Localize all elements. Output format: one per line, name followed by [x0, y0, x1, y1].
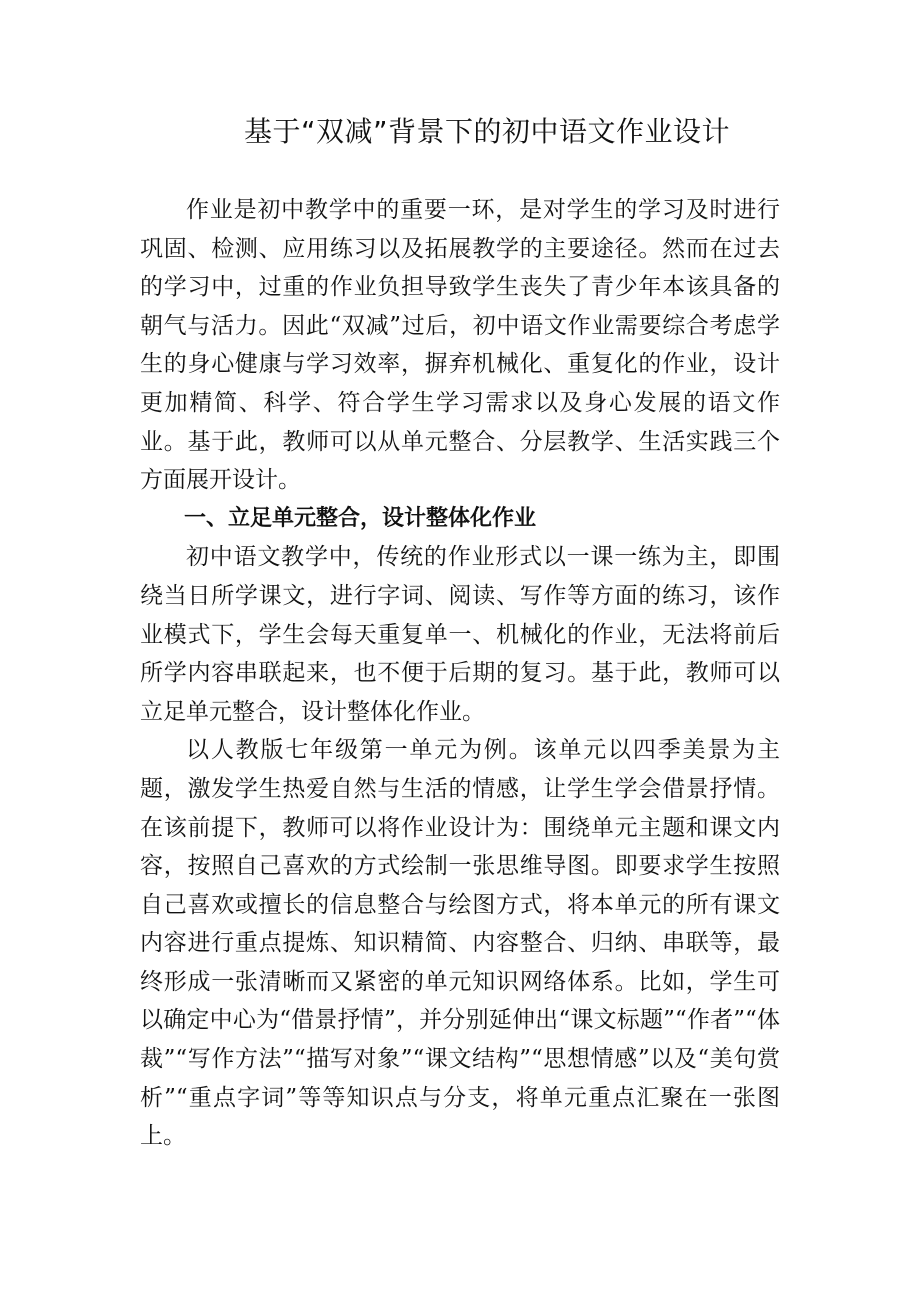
paragraph-example: 以人教版七年级第一单元为例。该单元以四季美景为主题，激发学生热爱自然与生活的情感，让学生学会借景抒情。在该前提下，教师可以将作业设计为：围绕单元主题和课文内容，按照自己喜欢的方式绘制一张思维导图。即要求学生按照自己喜欢或擅长的信息整合与绘图方式，将本单元的所有课文内容进行重点提炼、知识精简、内容整合、归纳、串联等，最终形成一张清晰而又紧密的单元知识网络体系。比如，学生可以确定中心为“借景抒情”，并分别延伸出“课文标题”“作者”“体裁”“写作方法”“描写对象”“课文结构”“思想情感”以及“美句赏析”“重点字词”等等知识点与分支，将单元重点汇聚在一张图上。: [140, 737, 780, 1150]
paragraph-intro: 作业是初中教学中的重要一环，是对学生的学习及时进行巩固、检测、应用练习以及拓展教学的主要途径。然而在过去的学习中，过重的作业负担导致学生丧失了青少年本该具备的朝气与活力。因此“双减”过后，初中语文作业需要综合考虑学生的身心健康与学习效率，摒弃机械化、重复化的作业，设计更加精简、科学、符合学生学习需求以及身心发展的语文作业。基于此，教师可以从单元整合、分层教学、生活实践三个方面展开设计。: [140, 197, 780, 494]
document-body: [140, 191, 780, 1156]
section-heading: 一、立足单元整合，设计整体化作业: [184, 505, 537, 531]
document-title: 基于“双减”背景下的初中语文作业设计: [243, 115, 730, 148]
paragraph-traditional-homework: 初中语文教学中，传统的作业形式以一课一练为主，即围绕当日所学课文，进行字词、阅读、写作等方面的练习，该作业模式下，学生会每天重复单一、机械化的作业，无法将前后所学内容串联起来，也不便于后期的复习。基于此，教师可以立足单元整合，设计整体化作业。: [140, 544, 780, 725]
